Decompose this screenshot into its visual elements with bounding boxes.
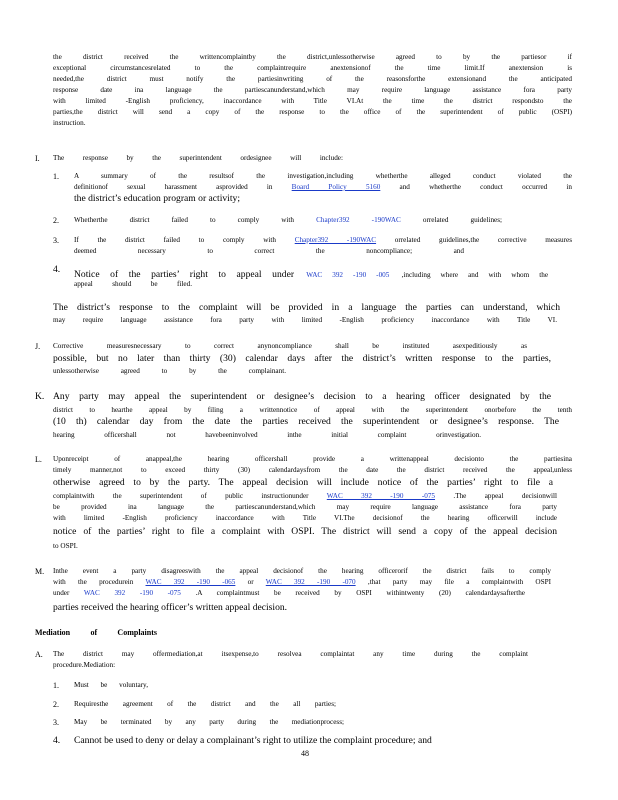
item-i-3-text-b: orrelated guidelines,the corrective measures xyxy=(394,236,572,244)
intro-line: response date ina language the partiescanunderstand,which may require language assistance fora party xyxy=(53,86,572,94)
item-j-text-1 xyxy=(53,341,527,352)
intro-paragraph xyxy=(53,52,572,129)
wac-392-190-075-link[interactable]: WAC 392 -190 -075 xyxy=(326,492,436,500)
item-i-3-line xyxy=(74,235,572,246)
mediation-sub-line: Must be voluntary, xyxy=(74,681,148,689)
item-i-3-label: 3. xyxy=(53,236,59,245)
item-i-closing2 xyxy=(53,315,557,326)
item-k-text-2 xyxy=(53,405,572,416)
item-l-text-8 xyxy=(53,541,78,552)
mediation-a-label: A. xyxy=(35,650,43,659)
mediation-sub-label: 4. xyxy=(53,735,61,746)
item-j-label: J. xyxy=(35,342,41,351)
mediation-a-line: procedure.Mediation: xyxy=(53,661,116,669)
item-l-text-7 xyxy=(53,526,557,538)
item-i-3-text xyxy=(74,235,572,257)
item-i-closing-line: The district’s response to the complaint will be provided in a language the parties can understand, which xyxy=(53,302,560,313)
item-k-line: hearing officershall not havebeeninvolved inthe initial complaint orinvestigation. xyxy=(53,431,481,439)
mediation-a-line: The district may offermediation,at itsexpense,to resolvea complaintat any time during the complaint xyxy=(53,650,528,658)
intro-line: the district received the writtencomplaintby the district,unlessotherwise agreed to by the partiesor if xyxy=(53,53,572,61)
item-k-line: Any party may appeal the superintendent or designee’s decision to a hearing officer designated by the xyxy=(53,391,551,402)
mediation-a-text xyxy=(53,649,528,671)
item-i-1-line3 xyxy=(74,193,240,205)
mediation-sub-text xyxy=(74,717,344,728)
wac-392-190-065-link[interactable]: WAC 392 -190 -065 xyxy=(145,578,236,586)
item-m-line: parties received the hearing officer’s written appeal decision. xyxy=(53,602,288,613)
item-j-line: unlessotherwise agreed to by the complainant. xyxy=(53,367,286,375)
item-i-3-line: deemed necessary to correct the noncompliance; and xyxy=(74,247,464,255)
item-m-text-a: with the procedurein xyxy=(53,578,134,586)
mediation-sub-line: Requiresthe agreement of the district and the all parties; xyxy=(74,700,336,708)
item-l-text-4 xyxy=(53,491,557,524)
item-k-text-4 xyxy=(53,430,481,441)
item-i-1-line3-text: the district’s education program or activity; xyxy=(74,193,240,204)
item-i-4-line2 xyxy=(74,279,192,290)
item-i-1-text-b: and whetherthe conduct occurred in xyxy=(399,183,572,191)
mediation-heading xyxy=(35,628,157,637)
item-m-text-a: under xyxy=(53,589,70,597)
board-policy-5160-link[interactable]: Board Policy 5160 xyxy=(291,183,381,191)
item-i-2-label: 2. xyxy=(53,216,59,225)
item-m-text-or: or xyxy=(247,578,254,586)
item-m-line xyxy=(53,577,551,588)
mediation-sub-line: May be terminated by any party during the mediationprocess; xyxy=(74,718,344,726)
item-i-4-label: 4. xyxy=(53,264,61,275)
wac-392-190-005-link[interactable]: WAC 392 -190 -005 xyxy=(306,271,390,279)
item-i-3-text-a: If the district failed to comply with xyxy=(74,236,276,244)
wac-392-190-070-link[interactable]: WAC 392 -190 -070 xyxy=(265,578,356,586)
mediation-heading-text: Mediation of Complaints xyxy=(35,628,157,637)
mediation-sub-label: 1. xyxy=(53,681,59,690)
item-l-text-3 xyxy=(53,477,553,489)
item-i-2-text xyxy=(74,215,502,226)
wac-392-190-075-link[interactable]: WAC 392 -190 -075 xyxy=(83,589,181,597)
chapter392-190wac-link[interactable]: Chapter392 -190WAC xyxy=(316,216,401,224)
item-k-label: K. xyxy=(35,391,45,402)
item-l-line: notice of the parties’ right to file a complaint with OSPI. The district will send a copy of the appeal decision xyxy=(53,526,557,537)
mediation-sub-line: Cannot be used to deny or delay a complainant’s right to utilize the complaint procedure; and xyxy=(74,735,432,746)
item-i-2-text-a: Whetherthe district failed to comply with xyxy=(74,216,295,224)
item-i-closing-line: may require language assistance fora party with limited -English proficiency inaccordance with Title VI. xyxy=(53,316,557,324)
mediation-sub-label: 3. xyxy=(53,718,59,727)
item-l-line: with limited -English proficiency inaccordance with Title VI.The decisionof the hearing officerwill include xyxy=(53,514,557,522)
item-l-line: be provided ina language the partiescanunderstand,which may require language assistance fora party xyxy=(53,503,557,511)
item-j-text-2 xyxy=(53,353,551,365)
intro-line: needed,the district must notify the partiesinwriting of the reasonsforthe extensionand the anticipated xyxy=(53,75,572,83)
item-i-2-text-b: orrelated guidelines; xyxy=(422,216,502,224)
intro-line: exceptional circumstancesrelated to the complaintrequire anextensionof the time limit.If anextension is xyxy=(53,64,572,72)
item-l-line: Uponreceipt of anappeal,the hearing officershall provide a writtenappeal decisionto the partiesina xyxy=(53,455,572,463)
item-i-4-line2-text: appeal should be filed. xyxy=(74,280,192,288)
item-j-line: Corrective measuresnecessary to correct anynoncompliance shall be instituted asexpeditiously as xyxy=(53,342,527,350)
chapter392-190wac-link[interactable]: Chapter392 -190WAC xyxy=(294,236,377,244)
item-m-text xyxy=(53,566,551,599)
item-j-line: possible, but no later than thirty (30) calendar days after the district’s written response to the parties, xyxy=(53,353,551,364)
intro-line: with limited -English proficiency, inaccordance with Title VI.At the time the district respondsto the xyxy=(53,97,572,105)
mediation-sub-label: 2. xyxy=(53,700,59,709)
item-m-text-b: ,that party may file a complaintwith OSPI xyxy=(367,578,551,586)
item-k-line: (10 th) calendar day from the date the parties received the superintendent or designee’s response. The xyxy=(53,416,559,427)
item-i-1-label: 1. xyxy=(53,172,59,181)
item-l-line: to OSPI. xyxy=(53,542,78,550)
item-k-text-1 xyxy=(53,391,551,403)
item-i-1-text-a: definitionof sexual harassment asprovided in xyxy=(74,183,273,191)
item-m-line xyxy=(53,588,525,599)
item-i-1-line: A summary of the resultsof the investigation,including whetherthe alleged conduct violated the xyxy=(74,172,572,180)
mediation-sub-text xyxy=(74,699,336,710)
mediation-sub-text xyxy=(74,680,148,691)
item-i-2-line xyxy=(74,215,502,226)
intro-line: instruction. xyxy=(53,119,86,127)
item-l-line xyxy=(53,491,557,502)
item-i-1-line xyxy=(74,182,572,193)
intro-line: parties,the district will send a copy of the response to the office of the superintendent of public (OSPI) xyxy=(53,108,572,116)
item-i-4-text-a: Notice of the parties’ right to appeal under xyxy=(74,269,295,280)
item-i-label: I. xyxy=(35,154,40,163)
item-l-line: otherwise agreed to by the party. The appeal decision will include notice of the parties’ right to file a xyxy=(53,477,553,488)
item-i-closing xyxy=(53,302,560,314)
item-i-4-text-b: ,including where and with whom the xyxy=(401,271,548,279)
item-l-text-b: .The appeal decisionwill xyxy=(453,492,557,500)
item-m-text-b: .A complaintmust be received by OSPI withintwenty (20) calendardaysafterthe xyxy=(195,589,525,597)
item-l-label: L. xyxy=(35,455,42,464)
page-number: 48 xyxy=(301,749,309,758)
item-i-line: The response by the superintendent ordesignee will include: xyxy=(53,154,343,162)
item-k-text-3 xyxy=(53,416,559,428)
item-m-line: Inthe event a party disagreeswith the appeal decisionof the hearing officerorif the district fails to comply xyxy=(53,567,551,575)
item-k-line: district to hearthe appeal by filing a writtennotice of appeal with the superintendent onorbefore the tenth xyxy=(53,406,572,414)
item-l-text-1 xyxy=(53,454,572,476)
item-m-label: M. xyxy=(35,567,45,576)
item-m-text-4 xyxy=(53,602,287,614)
item-i-text xyxy=(53,153,343,164)
item-l-line: timely manner,not to exceed thirty (30) calendardaysfrom the date the district received the appeal,unless xyxy=(53,466,572,474)
item-j-text-3 xyxy=(53,366,286,377)
item-l-text-a: complaintwith the superintendent of public instructionunder xyxy=(53,492,309,500)
item-i-1-text xyxy=(74,171,572,193)
mediation-sub-text xyxy=(74,735,432,747)
